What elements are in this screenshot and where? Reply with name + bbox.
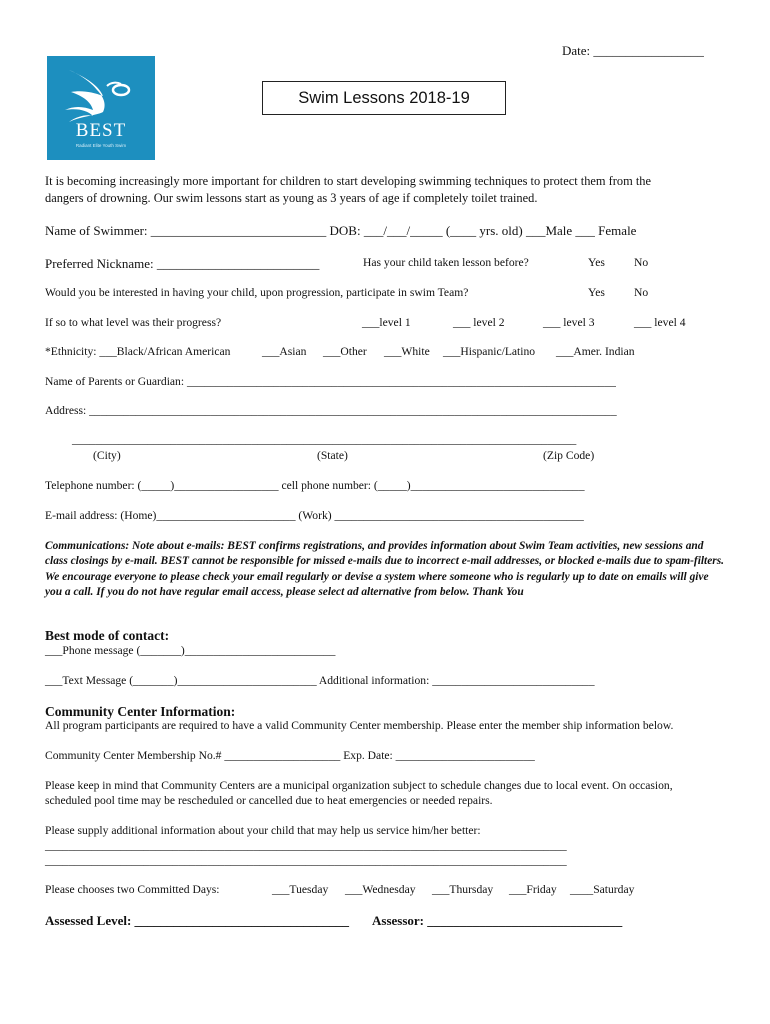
membership-field[interactable]: Community Center Membership No.# ____________________ Exp. Date: ________________________ — [45, 749, 535, 762]
swimmer-name-field[interactable]: Name of Swimmer: ___________________________ DOB: ___/___/_____ (____ yrs. old) ___Male ___ Female — [45, 223, 637, 238]
level-3-option[interactable]: ___ level 3 — [543, 316, 595, 329]
day-saturday[interactable]: ____Saturday — [570, 883, 635, 896]
additional-line-1[interactable]: __________________________________________________________________________________________ — [45, 839, 567, 852]
email-field[interactable]: E-mail address: (Home)________________________ (Work) ___________________________________________ — [45, 509, 584, 522]
lesson-no[interactable]: No — [634, 256, 649, 269]
keep-in-mind-line-1: Please keep in mind that Community Centers are a municipal organization subject to schedule changes due to local event. On occasion, — [45, 779, 673, 792]
ethnicity-amer-indian[interactable]: ___Amer. Indian — [556, 345, 635, 358]
level-question: If so to what level was their progress? — [45, 316, 222, 329]
level-4-option[interactable]: ___ level 4 — [634, 316, 686, 329]
additional-prompt: Please supply additional information about your child that may help us service him/her better: — [45, 824, 481, 837]
contact-heading: Best mode of contact: — [45, 628, 170, 643]
assessed-level-field[interactable]: Assessed Level: _________________________________ — [45, 913, 350, 928]
form-title-box — [262, 81, 506, 115]
day-tuesday[interactable]: ___Tuesday — [272, 883, 329, 896]
day-friday[interactable]: ___Friday — [509, 883, 557, 896]
telephone-field[interactable]: Telephone number: (_____)__________________ cell phone number: (_____)______________________________ — [45, 479, 585, 492]
team-question: Would you be interested in having your child, upon progression, participate in swim Team? — [45, 286, 469, 299]
level-2-option[interactable]: ___ level 2 — [453, 316, 505, 329]
nickname-field[interactable]: Preferred Nickname: _________________________ — [45, 256, 320, 271]
day-thursday[interactable]: ___Thursday — [432, 883, 494, 896]
ethnicity-other[interactable]: ___Other — [323, 345, 367, 358]
address-field[interactable]: Address: ___________________________________________________________________________________________ — [45, 404, 617, 417]
best-logo — [47, 56, 155, 160]
community-heading: Community Center Information: — [45, 704, 236, 719]
community-note: All program participants are required to have a valid Community Center membership. Please enter the member ship information below. — [45, 719, 674, 732]
city-label: (City) — [93, 449, 121, 462]
intro-line-2: dangers of drowning. Our swim lessons start as young as 3 years of age if completely toilet trained. — [45, 191, 538, 205]
logo-tagline: Radiant Elite Youth Swim — [75, 143, 127, 148]
ethnicity-black[interactable]: *Ethnicity: ___Black/African American — [45, 345, 231, 358]
intro-line-1: It is becoming increasingly more important for children to start developing swimming techniques to protect them from the — [45, 174, 651, 188]
lesson-question: Has your child taken lesson before? — [363, 256, 529, 269]
keep-in-mind-line-2: scheduled pool time may be rescheduled or cancelled due to heat emergencies or needed repairs. — [45, 794, 493, 807]
logo-brand: BEST — [75, 120, 127, 141]
date-field[interactable]: Date: _________________ — [562, 43, 704, 58]
ethnicity-hispanic[interactable]: ___Hispanic/Latino — [443, 345, 536, 358]
team-no[interactable]: No — [634, 286, 649, 299]
day-wednesday[interactable]: ___Wednesday — [345, 883, 416, 896]
parents-field[interactable]: Name of Parents or Guardian: __________________________________________________________________________ — [45, 375, 616, 388]
communications-note: Communications: Note about e-mails: BEST confirms registrations, and provides information about Swim Team activities, new sessions and class closings by e-mail. BEST cannot be responsible for missed e-mails due to incorrect e-mail addresses, or blocked e-mails due to spam-filters. We encourage everyone to please check your email regularly or devise a system where someone who is regularly up to date on emails will give you a call. If you do not have regular email access, please select ad alternative from below. Thank You — [45, 540, 724, 598]
assessor-field[interactable]: Assessor: ______________________________ — [372, 913, 623, 928]
text-message-option[interactable]: ___Text Message (_______)________________________ Additional information: ____________________________ — [45, 674, 595, 687]
level-1-option[interactable]: ___level 1 — [362, 316, 411, 329]
zip-label: (Zip Code) — [543, 449, 595, 462]
ethnicity-asian[interactable]: ___Asian — [262, 345, 307, 358]
days-prompt: Please chooses two Committed Days: — [45, 883, 220, 896]
lesson-yes[interactable]: Yes — [588, 256, 605, 269]
additional-line-2[interactable]: __________________________________________________________________________________________ — [45, 854, 567, 867]
address-line-2[interactable]: _______________________________________________________________________________________ — [72, 433, 577, 446]
team-yes[interactable]: Yes — [588, 286, 605, 299]
form-title: Swim Lessons 2018-19 — [298, 89, 470, 107]
state-label: (State) — [317, 449, 348, 462]
phone-message-option[interactable]: ___Phone message (_______)__________________________ — [45, 644, 336, 657]
ethnicity-white[interactable]: ___White — [384, 345, 430, 358]
